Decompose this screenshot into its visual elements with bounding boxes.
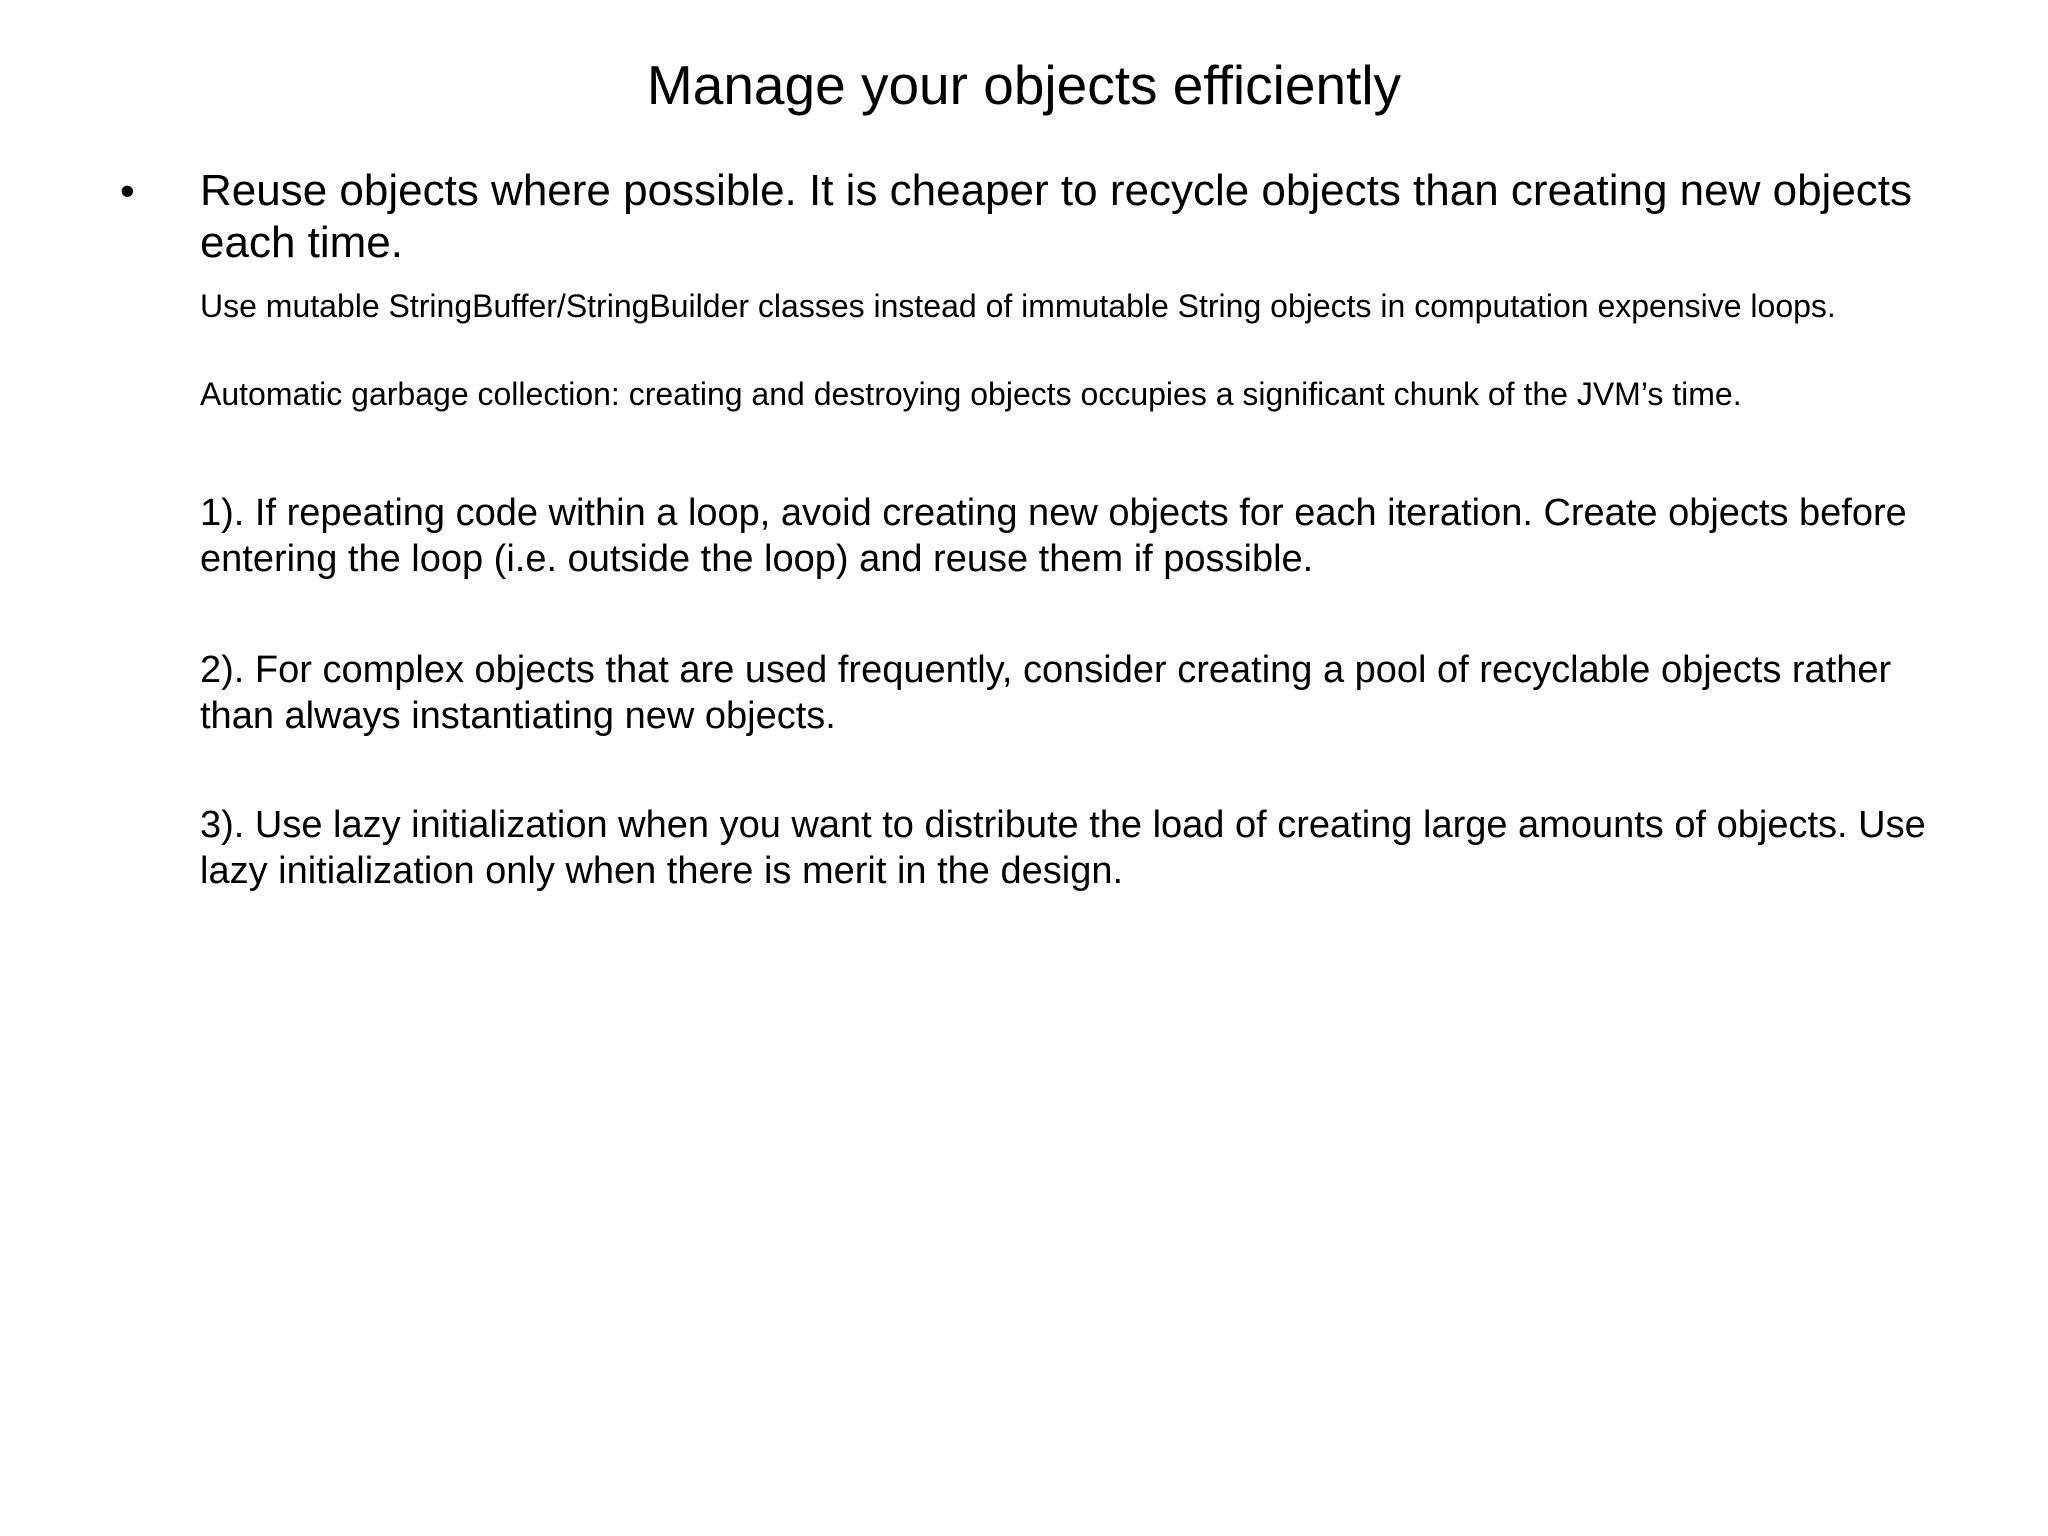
point-3: 3). Use lazy initialization when you want to distribute the load of creating large amounts of objects. Use lazy initialization only when there is merit in the design. bbox=[200, 804, 1926, 892]
bullet-main-text: Reuse objects where possible. It is cheaper to recycle objects than creating new objects each time. bbox=[200, 166, 1913, 267]
slide-title: Manage your objects efficiently bbox=[646, 54, 1402, 116]
note-garbage-collection: Automatic garbage collection: creating and destroying objects occupies a significant chunk of the JVM’s time. bbox=[200, 376, 1742, 412]
point-2: 2). For complex objects that are used frequently, consider creating a pool of recyclable objects rather than always instantiating new objects. bbox=[200, 649, 1892, 737]
point-1: 1). If repeating code within a loop, avoid creating new objects for each iteration. Create objects before entering the loop (i.e. outside the loop) and reuse them if possible. bbox=[200, 492, 1907, 580]
bullet-icon: • bbox=[120, 167, 135, 214]
note-stringbuilder: Use mutable StringBuffer/StringBuilder classes instead of immutable String objects in computation expensive loops. bbox=[200, 288, 1836, 324]
